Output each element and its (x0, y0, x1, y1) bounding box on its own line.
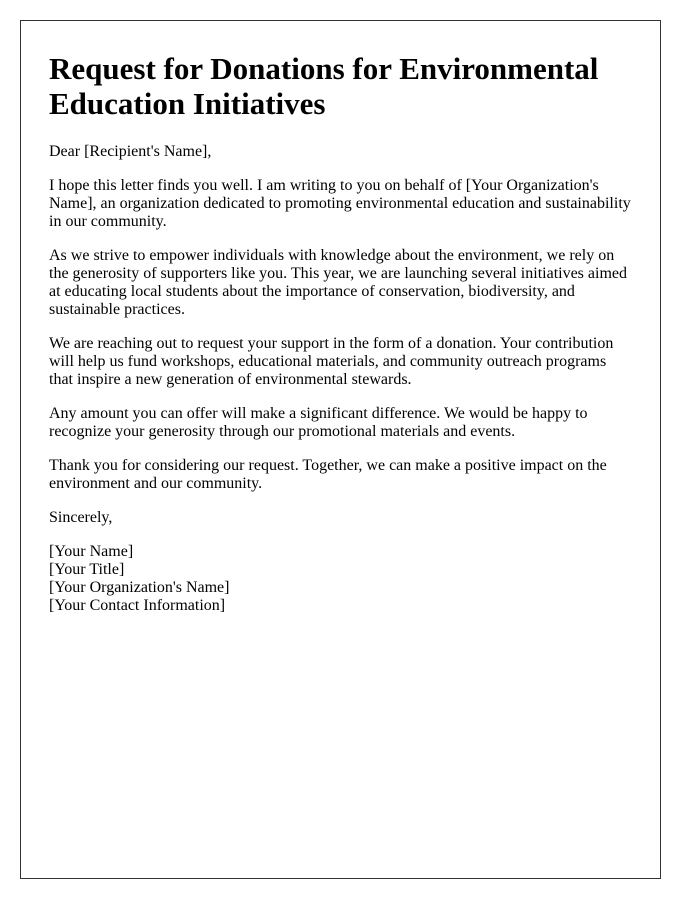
letter-content (21, 21, 660, 615)
signature-organization: [Your Organization's Name] (49, 579, 230, 596)
closing: Sincerely, (49, 509, 113, 526)
salutation: Dear [Recipient's Name], (49, 143, 212, 160)
body-paragraph-4: Any amount you can offer will make a significant difference. We would be happy to recognize your generosity through our promotional materials and events. (49, 405, 588, 440)
body-paragraph-3: We are reaching out to request your support in the form of a donation. Your contribution will help us fund workshops, educational materials, and community outreach programs that inspire a new generation of environmental stewards. (49, 335, 614, 388)
letter-title: Request for Donations for Environmental Education Initiatives (49, 51, 599, 121)
signature-title: [Your Title] (49, 561, 125, 578)
body-paragraph-5: Thank you for considering our request. Together, we can make a positive impact on the environment and our community. (49, 457, 607, 492)
signature-contact: [Your Contact Information] (49, 597, 226, 614)
signature-name: [Your Name] (49, 543, 134, 560)
body-paragraph-1: I hope this letter finds you well. I am writing to you on behalf of [Your Organization's Name], an organization dedicated to promoting environmental education and sustainability in our community. (49, 177, 631, 230)
letter-page (20, 20, 661, 879)
body-paragraph-2: As we strive to empower individuals with knowledge about the environment, we rely on the generosity of supporters like you. This year, we are launching several initiatives aimed at educating local students about the importance of conservation, biodiversity, and sustainable practices. (49, 247, 627, 318)
signature-block (49, 543, 632, 615)
